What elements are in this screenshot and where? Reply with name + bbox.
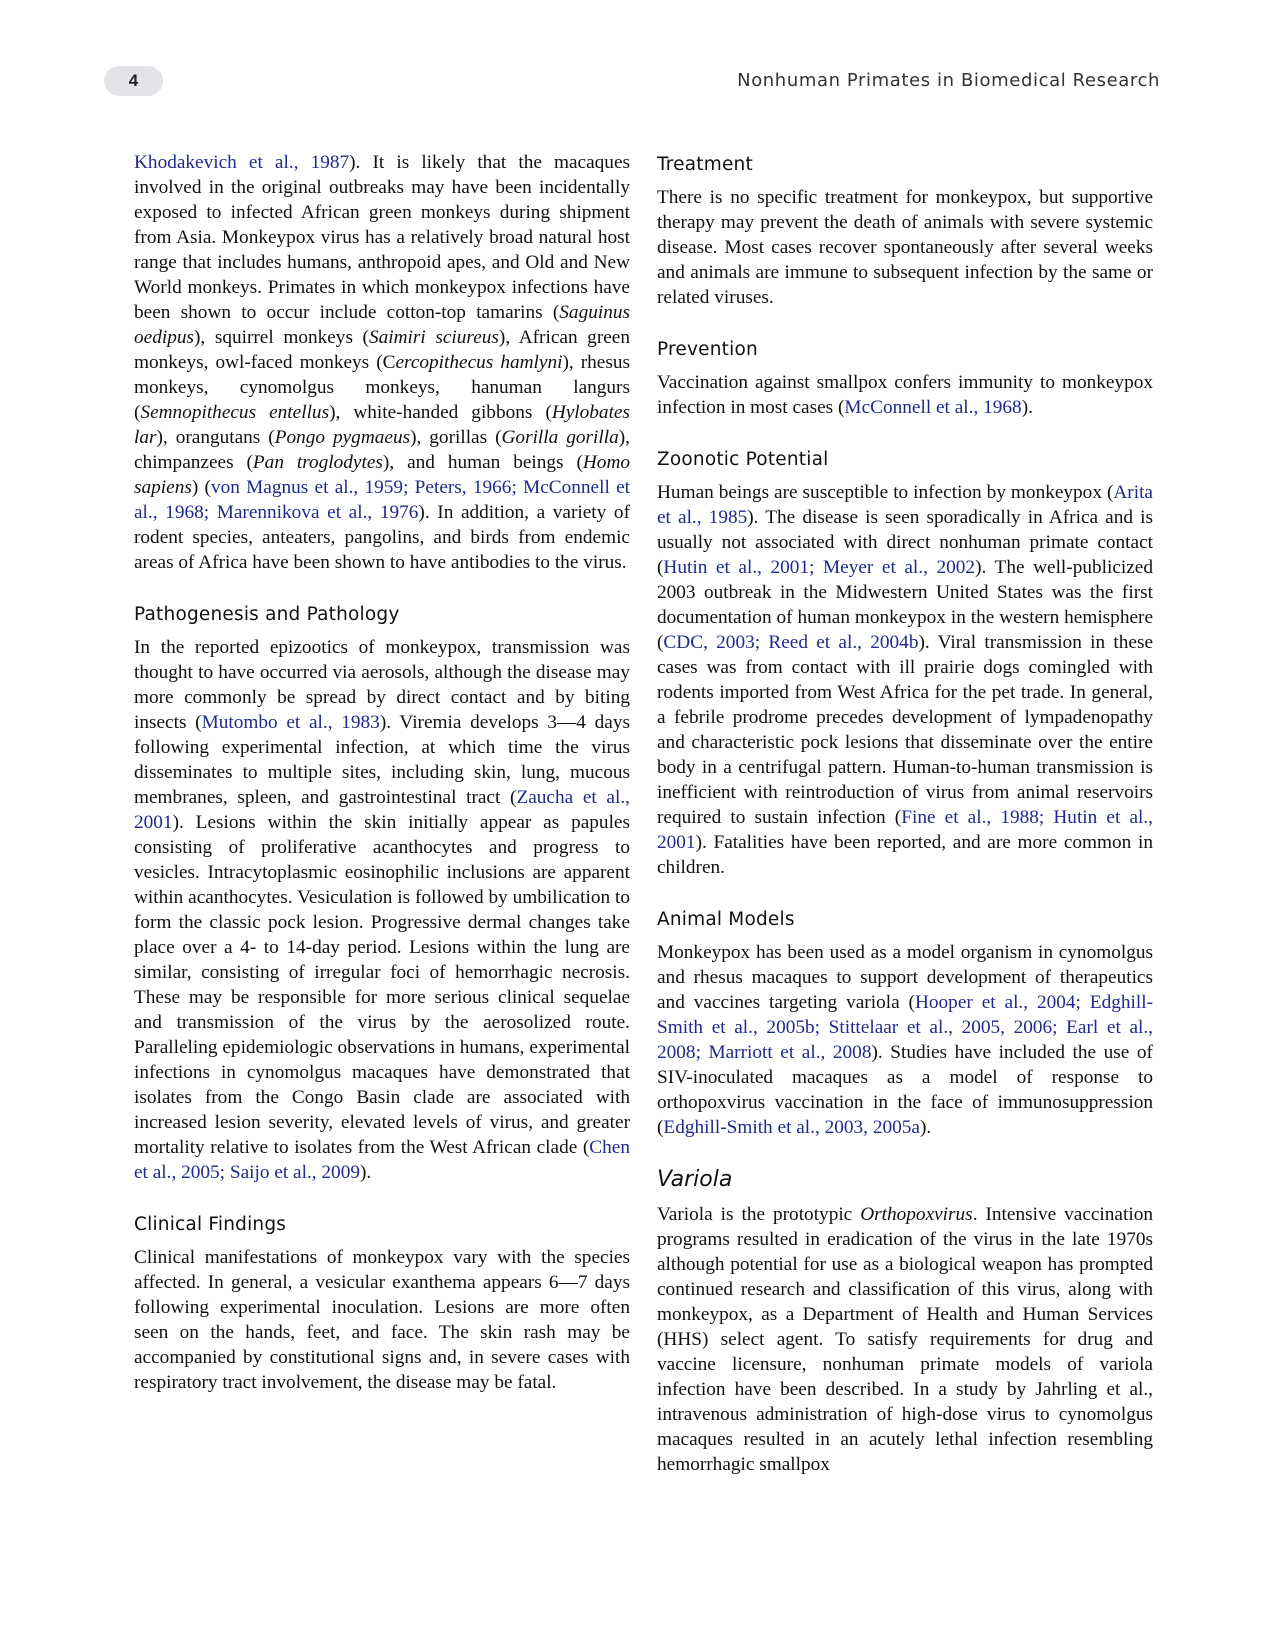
left-column (134, 150, 630, 1395)
citation-link[interactable]: Mutombo et al., 1983 (201, 712, 380, 733)
citation-link[interactable]: Khodakevich et al., 1987 (134, 152, 350, 173)
page-number-badge: 4 (104, 66, 163, 96)
running-title: Nonhuman Primates in Biomedical Research (737, 70, 1160, 91)
section-heading-pathogenesis: Pathogenesis and Pathology (134, 604, 400, 625)
paragraph-animal-models: Monkeypox has been used as a model organism in cynomolgus and rhesus macaques to support development of therapeutics and vaccines targeting variola (Hooper et al., 2004; Edghill-Smith et al., 2005b; Stittelaar et al., 2005, 2006; Earl et al., 2008; Marriott et al., 2008). Studies have included the use of SIV-inoculated macaques as a model of response to orthopoxvirus vaccination in the face of immunosuppression (Edghill-Smith et al., 2003, 2005a). (657, 942, 1153, 1138)
paragraph-host-range: Khodakevich et al., 1987). It is likely that the macaques involved in the original outbreaks may have been incidentally exposed to infected African green monkeys during shipment from Asia. Monkeypox virus has a relatively broad natural host range that includes humans, anthropoid apes, and Old and New World monkeys. Primates in which monkeypox infections have been shown to occur include cotton-top tamarins (Saguinus oedipus), squirrel monkeys (Saimiri sciureus), African green monkeys, owl-faced monkeys (Cercopithecus hamlyni), rhesus monkeys, cynomolgus monkeys, hanuman langurs (Semnopithecus entellus), white-handed gibbons (Hylobates lar), orangutans (Pongo pygmaeus), gorillas (Gorilla gorilla), chimpanzees (Pan troglodytes), and human beings (Homo sapiens) (von Magnus et al., 1959; Peters, 1966; McConnell et al., 1968; Marennikova et al., 1976). In addition, a variety of rodent species, anteaters, pangolins, and birds from endemic areas of Africa have been shown to have antibodies to the virus. (134, 152, 631, 573)
citation-link[interactable]: Edghill-Smith et al., 2003, 2005a (663, 1117, 920, 1138)
paragraph-clinical-findings: Clinical manifestations of monkeypox vary with the species affected. In general, a vesicular exanthema appears 6—7 days following experimental inoculation. Lesions are more often seen on the hands, feet, and face. The skin rash may be accompanied by constitutional signs and, in severe cases with respiratory tract involvement, the disease may be fatal. (134, 1247, 630, 1393)
section-heading-treatment: Treatment (657, 154, 753, 175)
section-heading-variola: Variola (657, 1167, 733, 1192)
paragraph-variola: Variola is the prototypic Orthopoxvirus. Intensive vaccination programs resulted in eradication of the virus in the late 1970s although potential for use as a biological weapon has prompted continued research and classification of this virus, along with monkeypox, as a Department of Health and Human Services (HHS) select agent. To satisfy requirements for drug and vaccine licensure, nonhuman primate models of variola infection have been described. In a study by Jahrling et al., intravenous administration of high-dose virus to cynomolgus macaques resulted in an acutely lethal infection resembling hemorrhagic smallpox (657, 1204, 1153, 1475)
citation-link[interactable]: Arita et al., 1985 (657, 482, 1153, 528)
section-heading-animal-models: Animal Models (657, 909, 795, 930)
section-heading-prevention: Prevention (657, 339, 758, 360)
paragraph-treatment: There is no specific treatment for monkeypox, but supportive therapy may prevent the death of animals with severe systemic disease. Most cases recover spontaneously after several weeks and animals are immune to subsequent infection by the same or related viruses. (657, 187, 1153, 308)
citation-link[interactable]: Hooper et al., 2004; Edghill-Smith et al., 2005b; Stittelaar et al., 2005, 2006; Earl et al., 2008; Marriott et al., 2008 (657, 992, 1153, 1063)
paragraph-pathogenesis: In the reported epizootics of monkeypox, transmission was thought to have occurred via aerosols, although the disease may more commonly be spread by direct contact and by biting insects (Mutombo et al., 1983). Viremia develops 3—4 days following experimental infection, at which time the virus disseminates to multiple sites, including skin, lung, mucous membranes, spleen, and gastrointestinal tract (Zaucha et al., 2001). Lesions within the skin initially appear as papules consisting of proliferative acanthocytes and progress to vesicles. Intracytoplasmic eosinophilic inclusions are apparent within acanthocytes. Vesiculation is followed by umbilication to form the classic pock lesion. Progressive dermal changes take place over a 4- to 14-day period. Lesions within the lung are similar, consisting of irregular foci of hemorrhagic necrosis. These may be responsible for more serious clinical sequelae and transmission of the virus by the aerosolized route. Paralleling epidemiologic observations in humans, experimental infections in cynomolgus macaques have demonstrated that isolates from the Congo Basin clade are associated with increased lesion severity, elevated levels of virus, and greater mortality relative to isolates from the West African clade (Chen et al., 2005; Saijo et al., 2009). (134, 637, 630, 1183)
section-heading-zoonotic-potential: Zoonotic Potential (657, 449, 829, 470)
citation-link[interactable]: Chen et al., 2005; Saijo et al., 2009 (134, 1137, 630, 1183)
citation-link[interactable]: McConnell et al., 1968 (844, 397, 1022, 418)
right-column (657, 150, 1153, 1477)
paragraph-prevention: Vaccination against smallpox confers immunity to monkeypox infection in most cases (McConnell et al., 1968). (657, 372, 1153, 418)
citation-link[interactable]: Hutin et al., 2001; Meyer et al., 2002 (663, 557, 976, 578)
section-heading-clinical-findings: Clinical Findings (134, 1214, 287, 1235)
citation-link[interactable]: CDC, 2003; Reed et al., 2004b (663, 632, 919, 653)
citation-link[interactable]: von Magnus et al., 1959; Peters, 1966; McConnell et al., 1968; Marennikova et al., 1976 (134, 477, 630, 523)
citation-link[interactable]: Zaucha et al., 2001 (134, 787, 630, 833)
citation-link[interactable]: Fine et al., 1988; Hutin et al., 2001 (657, 807, 1154, 853)
paragraph-zoonotic-potential: Human beings are susceptible to infection by monkeypox (Arita et al., 1985). The disease is seen sporadically in Africa and is usually not associated with direct nonhuman primate contact (Hutin et al., 2001; Meyer et al., 2002). The well-publicized 2003 outbreak in the Midwestern United States was the first documentation of human monkeypox in the western hemisphere (CDC, 2003; Reed et al., 2004b). Viral transmission in these cases was from contact with ill prairie dogs comingled with rodents imported from West Africa for the pet trade. In general, a febrile prodrome precedes development of lympadenopathy and characteristic pock lesions that disseminate over the entire body in a centrifugal pattern. Human-to-human transmission is inefficient with reintroduction of virus from animal reservoirs required to sustain infection (Fine et al., 1988; Hutin et al., 2001). Fatalities have been reported, and are more common in children. (657, 482, 1154, 878)
